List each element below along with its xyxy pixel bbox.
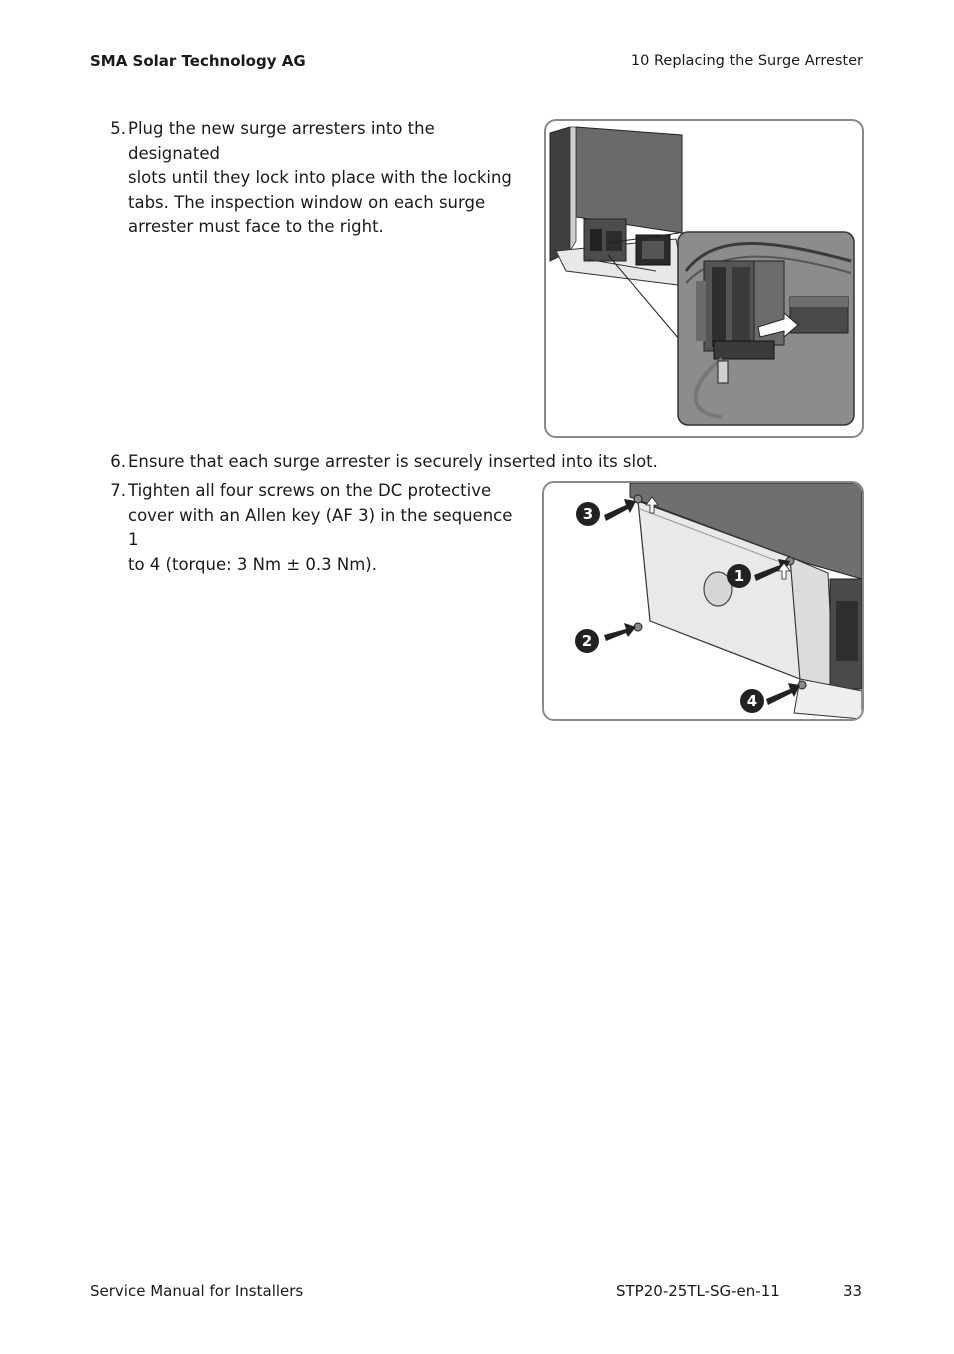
step-line: cover with an Allen key (AF 3) in the sequence 1 [128,505,513,549]
page-number: 33 [843,1282,863,1300]
step-line: slots until they lock into place with the locking [128,168,512,187]
header-company: SMA Solar Technology AG [90,52,306,70]
illustration-graphic [546,121,862,436]
surge-arrester-insertion-illustration [544,119,864,438]
step-line: to 4 (torque: 3 Nm ± 0.3 Nm). [128,554,377,574]
step-line: arrester must face to the right. [128,217,384,236]
step-number: 5. [110,119,126,138]
step-6 [106,450,658,476]
sequence-marker-3: 3 [576,502,600,526]
step-5 [106,117,526,236]
step-line: Tighten all four screws on the DC protective [128,481,492,500]
step-number: 7. [110,481,126,500]
step-line: Plug the new surge arresters into the designated [128,119,435,163]
step-line: Ensure that each surge arrester is securely inserted into its slot. [128,452,658,471]
step-7 [106,479,526,574]
sequence-marker-1: 1 [727,564,751,588]
footer-manual-title: Service Manual for Installers [90,1282,304,1300]
footer-doc-code: STP20-25TL-SG-en-11 [616,1282,780,1300]
step-line: tabs. The inspection window on each surge [128,192,486,212]
step-number: 6. [110,452,126,471]
sequence-marker-4: 4 [740,689,764,713]
sequence-marker-2: 2 [575,629,599,653]
dc-cover-screw-sequence-illustration [542,481,864,721]
header-section: 10 Replacing the Surge Arrester [630,53,863,69]
